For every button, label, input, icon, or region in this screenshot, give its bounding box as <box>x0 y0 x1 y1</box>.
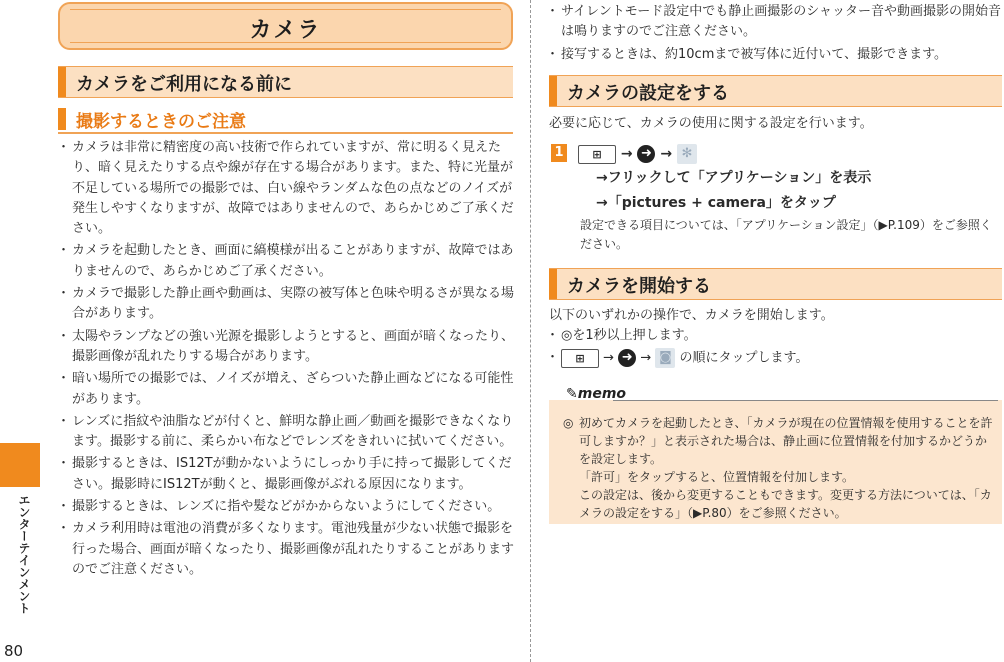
step-number: 1 <box>551 144 567 162</box>
list-item: ・ 接写するときは、約10cmまで被写体に近付いて、撮影できます。 <box>549 45 1002 65</box>
list-item: ・ サイレントモード設定中でも静止画撮影のシャッター音や動画撮影の開始音は鳴りますのでご注意ください。 <box>549 2 1002 43</box>
sub-heading-precautions <box>58 106 513 134</box>
step-note: 設定できる項目については、「アプリケーション設定」（▶P.109）をご参照ください。 <box>580 218 992 251</box>
camera-notes-list <box>549 2 1002 67</box>
list-item: ・ 撮影するときは、IS12Tが動かないようにしっかり手に持って撮影してください。撮影時にIS12Tが動くと、撮影画像がぶれる原因になります。 <box>60 454 515 495</box>
list-item: ・ ◎を1秒以上押します。 <box>549 326 1002 346</box>
list-item: ・ 暗い場所での撮影では、ノイズが増え、ざらついた静止画などになる可能性があります。 <box>60 369 515 410</box>
start-intro: 以下のいずれかの操作で、カメラを開始します。 <box>549 308 834 323</box>
camera-icon: ◙ <box>655 348 675 368</box>
list-item: ・ カメラで撮影した静止画や動画は、実際の被写体と色味や明るさが異なる場合があります。 <box>60 284 515 325</box>
right-arrow-circle-icon: ➜ <box>618 349 636 367</box>
page-title-box <box>58 2 513 50</box>
windows-start-key-icon: ⊞ <box>578 145 616 164</box>
section-heading-text: カメラをご利用になる前に <box>76 74 292 95</box>
section-heading-settings <box>549 75 1002 107</box>
step-line-1: ⊞ → ➜ → ✻ <box>578 143 998 165</box>
sub-heading-text: 撮影するときのご注意 <box>76 112 246 132</box>
page-title: カメラ <box>249 18 322 43</box>
section-heading-start <box>549 268 1002 300</box>
pencil-icon: ✎ <box>566 386 578 402</box>
list-item: ・ 撮影するときは、レンズに指や髪などがかからないようにしてください。 <box>60 497 515 517</box>
gear-icon: ✻ <box>677 144 697 164</box>
chapter-label: エンターテインメント <box>17 494 31 614</box>
list-item: ・ ⊞ → ➜ → ◙ の順にタップします。 <box>549 348 1002 369</box>
memo-text <box>563 414 997 522</box>
memo-label: ✎memo <box>566 386 627 402</box>
right-arrow-circle-icon: ➜ <box>637 145 655 163</box>
section-heading-before-use <box>58 66 513 98</box>
memo-mark: ◎ <box>563 416 574 430</box>
settings-intro: 必要に応じて、カメラの使用に関する設定を行います。 <box>549 116 873 131</box>
list-item: ・ カメラ利用時は電池の消費が多くなります。電池残量が少ない状態で撮影を行った場合、画面が暗くなったり、撮影画像が乱れたりすることがありますのでご注意ください。 <box>60 519 515 580</box>
memo-rule <box>613 400 998 401</box>
list-item: ・ カメラは非常に精密度の高い技術で作られていますが、常に明るく見えたり、暗く見えたりする点や線が存在する場合があります。また、特に光量が不足している場所での撮影では、白い線やランダムな色の点などのノイズが発生しやすくなりますが、故障ではありませんので、あらかじめご了承ください。 <box>60 138 515 239</box>
windows-start-key-icon: ⊞ <box>561 349 599 368</box>
memo-line-3: この設定は、後から変更することもできます。変更する方法については、「カメラの設定をする」（▶P.80）をご参照ください。 <box>579 488 992 520</box>
list-item: ・ 太陽やランプなどの強い光源を撮影しようとすると、画面が暗くなったり、撮影画像が乱れたりする場合があります。 <box>60 327 515 368</box>
section-heading-text: カメラを開始する <box>567 276 711 297</box>
column-divider <box>530 0 531 662</box>
start-methods-list <box>549 326 1002 371</box>
chapter-tab-marker <box>0 443 40 487</box>
camera-key-icon: ◎ <box>561 328 573 343</box>
memo-line-1: 初めてカメラを起動したとき、「カメラが現在の位置情報を使用することを許可しますか？」と表示された場合は、静止画に位置情報を付加するかどうかを設定します。 <box>579 416 993 466</box>
list-item: ・ レンズに指紋や油脂などが付くと、鮮明な静止画／動画を撮影できなくなります。撮影する前に、柔らかい布などでレンズをきれいに拭いてください。 <box>60 412 515 453</box>
memo-line-2: 「許可」をタップすると、位置情報を付加します。 <box>579 470 855 484</box>
step-line-3: →「pictures + camera」をタップ <box>596 195 836 211</box>
page-number: 80 <box>4 642 24 660</box>
list-item: ・ カメラを起動したとき、画面に縞模様が出ることがありますが、故障ではありませんので、あらかじめご了承ください。 <box>60 241 515 282</box>
step-line-2: →フリックして「アプリケーション」を表示 <box>596 170 872 186</box>
precautions-list <box>60 138 515 582</box>
section-heading-text: カメラの設定をする <box>567 83 729 104</box>
